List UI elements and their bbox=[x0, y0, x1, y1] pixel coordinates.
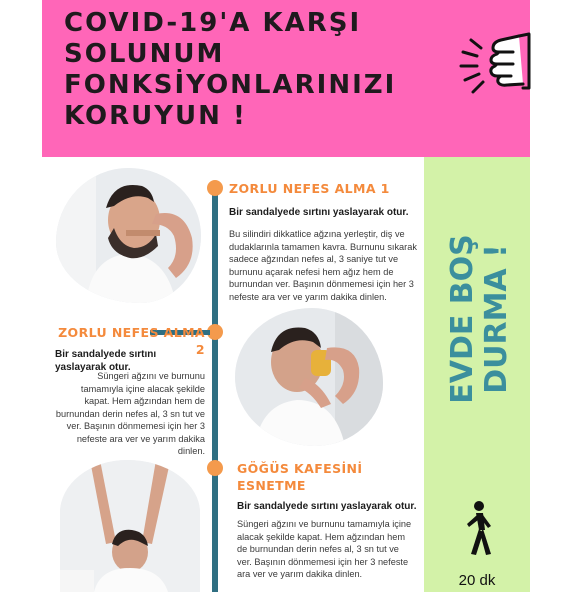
section-2-body: Süngeri ağzını ve burnunu tamamıyla içine alacak şekilde kapat. Hem ağzından hem de burnundan derin nefes al, 3 sn tut ve ver. Başının dönmemesi için her 3 nefeste ara ver ve yarım dakika dinlen. bbox=[55, 371, 205, 456]
section-2-subtitle: Bir sandalyede sırtını yaslayarak otur. bbox=[55, 349, 157, 373]
side-slogan: EVDE BOŞ DURMA ! bbox=[445, 234, 514, 404]
section-1-body: Bu silindiri dikkatlice ağzına yerleştir, diş ve dudaklarınla tamamen kavra. Burnunu sıkarak sadece ağzından nefes al, 3 saniye tut ve burnunu açarak nefesi hem ağız hem de burnundan ver. Başının dönmemesi için her 3 nefeste ara ver ve yarım dakika dinlen. bbox=[229, 229, 417, 302]
walking-person-icon bbox=[455, 500, 499, 556]
header-banner bbox=[42, 0, 530, 157]
pointing-hand-icon bbox=[457, 28, 537, 108]
section-3-title: GÖĞÜS KAFESİNİ ESNETME bbox=[237, 461, 363, 493]
section-3-subtitle: Bir sandalyede sırtını yaslayarak otur. bbox=[237, 501, 417, 512]
section-1-subtitle: Bir sandalyede sırtını yaslayarak otur. bbox=[229, 207, 409, 218]
timeline-dot-3 bbox=[207, 460, 223, 476]
photo-exercise-1 bbox=[56, 168, 201, 303]
photo-exercise-2 bbox=[235, 308, 383, 446]
section-3-body: Süngeri ağzını ve burnunu tamamıyla içine alacak şekilde kapat. Hem ağzından hem de burnundan derin nefes al, 3 sn tut ve ver. Başının dönmemesi için her 3 nefeste ara ver ve yarım dakika dinlen. bbox=[237, 519, 412, 579]
duration-label: 20 dk bbox=[458, 572, 496, 589]
slogan-wrap bbox=[430, 175, 525, 475]
timeline-line bbox=[212, 188, 218, 592]
section-1-title: ZORLU NEFES ALMA 1 bbox=[229, 181, 390, 196]
photo-exercise-3 bbox=[60, 460, 200, 592]
section-2-title: ZORLU NEFES ALMA 2 bbox=[58, 325, 205, 357]
page-title: COVID-19'A KARŞI SOLUNUM FONKSİYONLARINIZI KORUYUN ! bbox=[64, 8, 397, 131]
timeline-dot-1 bbox=[207, 180, 223, 196]
